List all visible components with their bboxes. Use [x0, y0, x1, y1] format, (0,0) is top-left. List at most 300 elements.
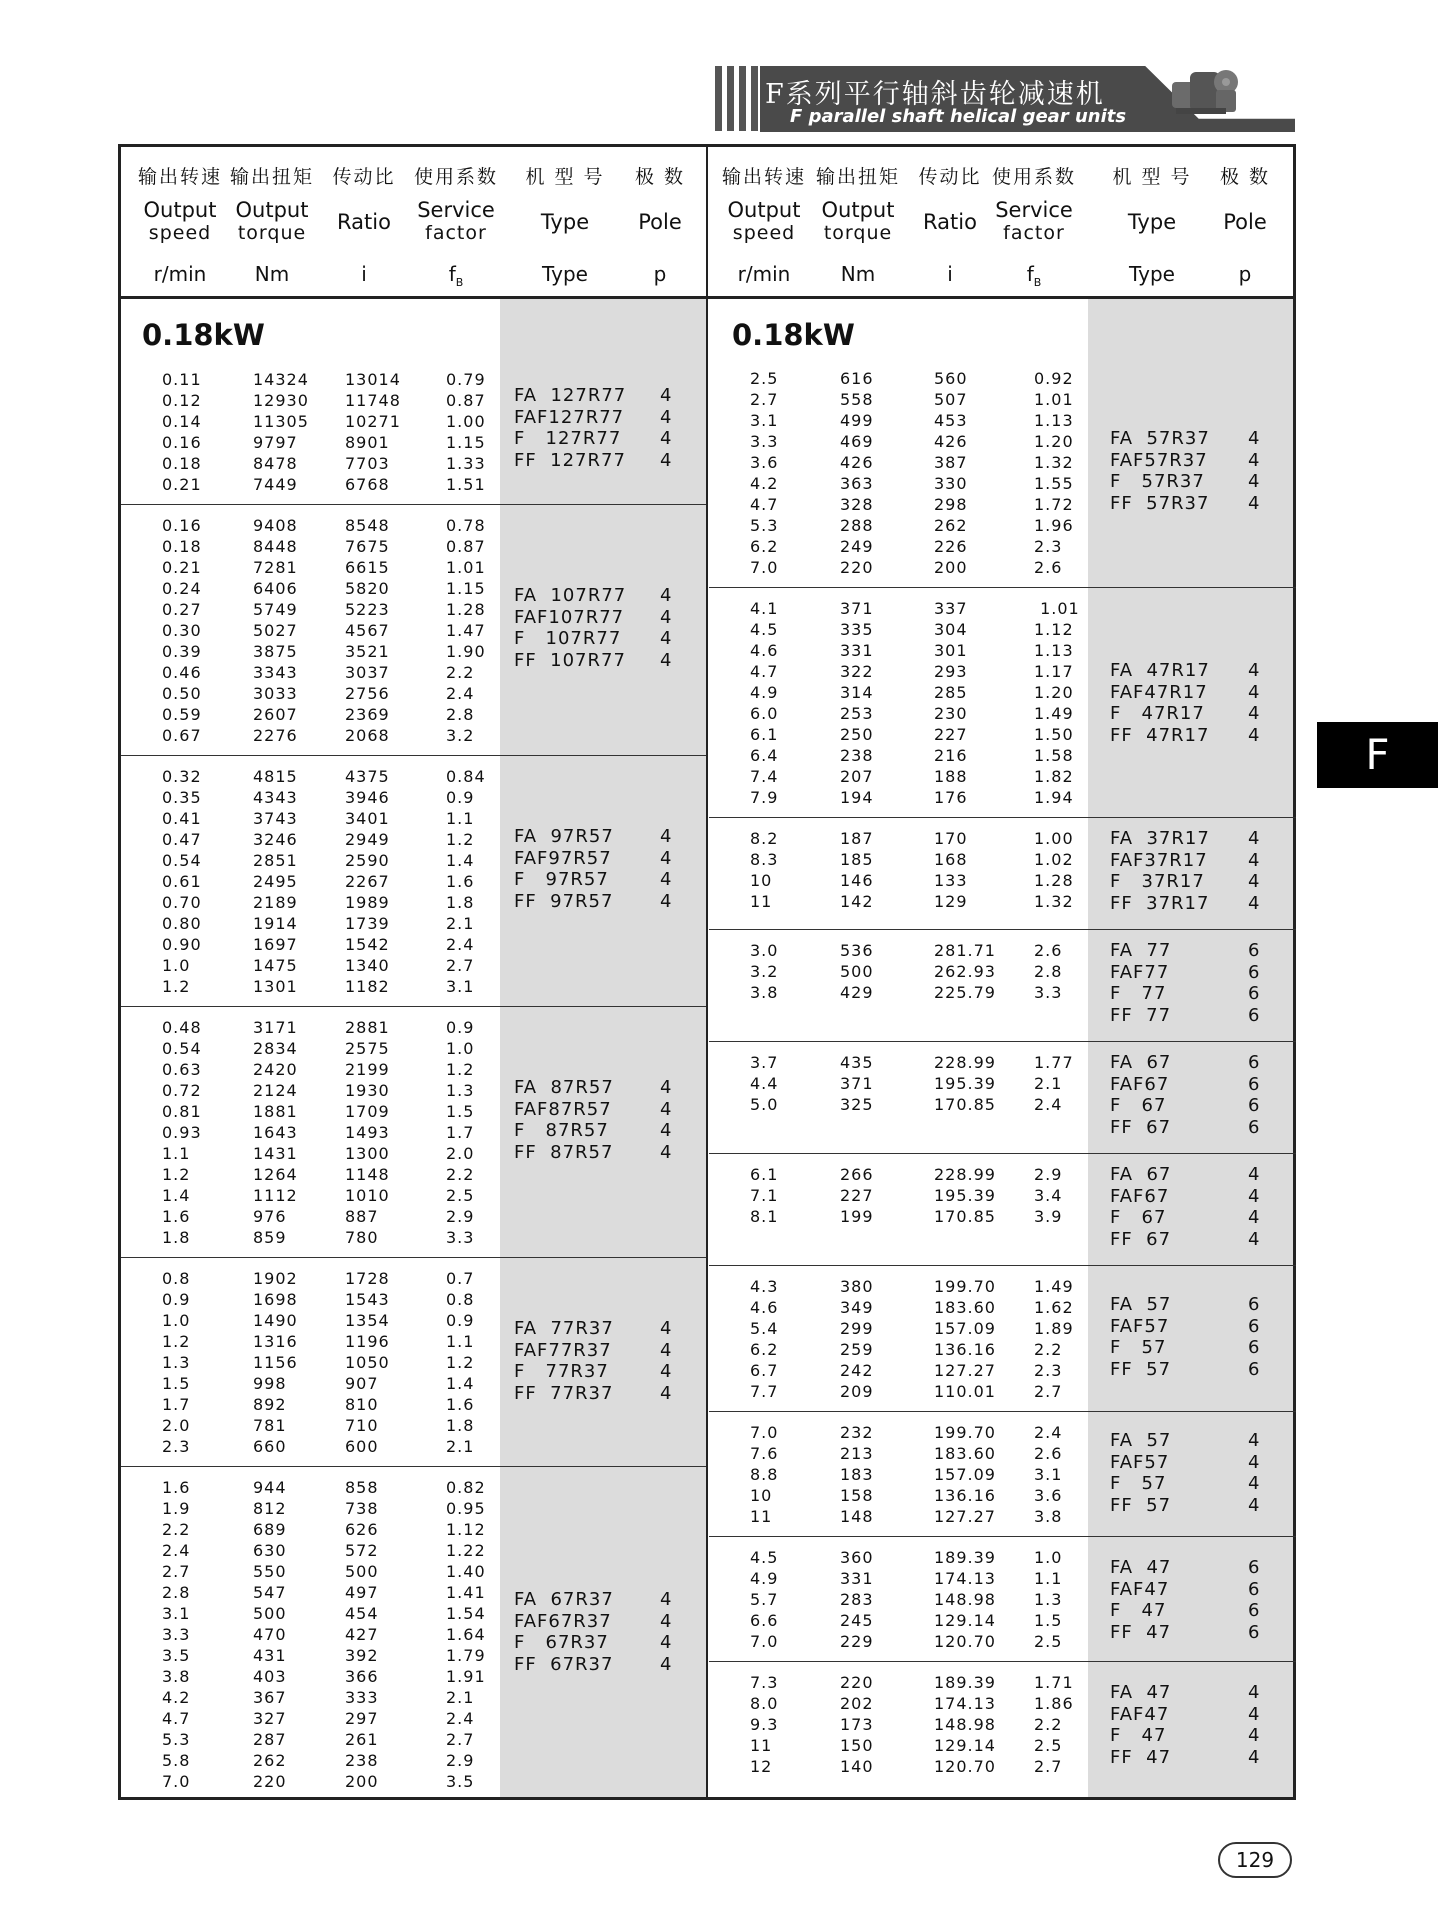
table-cell: 427: [345, 1625, 379, 1644]
model-type: FA 67R37: [514, 1589, 614, 1610]
table-cell: 0.9: [162, 1290, 191, 1309]
table-cell: 200: [934, 558, 968, 577]
model-type: FF 97R57: [514, 890, 614, 912]
pole-count: 4: [1248, 1473, 1261, 1494]
header-cn: 极 数: [1219, 166, 1271, 188]
table-cell: 0.24: [162, 579, 202, 598]
table-cell: 0.39: [162, 642, 202, 661]
table-cell: 1.5: [1034, 1611, 1063, 1630]
table-cell: 0.72: [162, 1081, 202, 1100]
model-type: FA 47R17: [1110, 660, 1210, 681]
table-cell: 5.7: [750, 1590, 779, 1609]
table-cell: 2.6: [1034, 941, 1063, 960]
table-cell: 1.02: [1034, 850, 1074, 869]
table-cell: 1.4: [446, 851, 475, 870]
section-tab: F: [1317, 722, 1438, 788]
row-group-separator: [709, 1153, 1296, 1154]
table-cell: 371: [840, 1074, 874, 1093]
table-cell: 3.3: [1034, 983, 1063, 1002]
table-cell: 220: [840, 1673, 874, 1692]
table-cell: 429: [840, 983, 874, 1002]
table-cell: 1.50: [1034, 725, 1074, 744]
model-type: F 87R57: [514, 1120, 609, 1141]
table-cell: 367: [253, 1688, 287, 1707]
table-cell: 183: [840, 1465, 874, 1484]
table-cell: 4567: [345, 621, 390, 640]
table-cell: 1.20: [1034, 683, 1074, 702]
table-cell: 2.2: [162, 1520, 191, 1539]
model-type: FAF77R37: [514, 1339, 612, 1361]
table-cell: 2.3: [1034, 1361, 1063, 1380]
table-cell: 0.63: [162, 1060, 202, 1079]
table-cell: 298: [934, 495, 968, 514]
table-cell: 266: [840, 1165, 874, 1184]
table-cell: 1.89: [1034, 1319, 1074, 1338]
table-cell: 5820: [345, 579, 390, 598]
table-cell: 0.30: [162, 621, 202, 640]
table-cell: 0.18: [162, 537, 202, 556]
table-cell: 1156: [253, 1353, 298, 1372]
table-cell: 1.15: [446, 579, 486, 598]
table-cell: 1010: [345, 1186, 390, 1205]
table-cell: 1.77: [1034, 1053, 1074, 1072]
table-cell: 435: [840, 1053, 874, 1072]
model-type: FAF67R37: [514, 1610, 612, 1632]
table-cell: 0.8: [162, 1269, 191, 1288]
table-cell: 1.13: [1034, 411, 1074, 430]
table-cell: 4.6: [750, 1298, 779, 1317]
model-type: FAF57: [1110, 1315, 1170, 1337]
pole-count: 4: [1248, 1430, 1261, 1451]
pole-count: 4: [1248, 1725, 1261, 1746]
table-cell: 11: [750, 892, 773, 911]
table-cell: 1.94: [1034, 788, 1074, 807]
table-cell: 1.00: [446, 412, 486, 431]
table-cell: 1698: [253, 1290, 298, 1309]
table-cell: 626: [345, 1520, 379, 1539]
table-cell: 2607: [253, 705, 298, 724]
table-cell: 572: [345, 1541, 379, 1560]
table-cell: 1.4: [162, 1186, 191, 1205]
table-cell: 183.60: [934, 1298, 996, 1317]
table-cell: 3.5: [446, 1772, 475, 1791]
model-type: FAF67: [1110, 1185, 1170, 1207]
model-type: FA 37R17: [1110, 828, 1210, 849]
model-type: FF 57: [1110, 1494, 1172, 1516]
pole-count: 6: [1248, 1358, 1261, 1380]
table-cell: 1.28: [1034, 871, 1074, 890]
header-unit: Nm: [840, 262, 876, 286]
row-group-separator: [121, 1466, 706, 1467]
row-group-separator: [709, 1411, 1296, 1412]
table-cell: 380: [840, 1277, 874, 1296]
row-group-separator: [709, 1536, 1296, 1537]
pole-count: 4: [1248, 724, 1261, 746]
table-cell: 366: [345, 1667, 379, 1686]
table-cell: 1.0: [162, 1311, 191, 1330]
model-type: FF 47: [1110, 1746, 1172, 1768]
model-type: F 107R77: [514, 628, 622, 649]
row-group-separator: [709, 929, 1296, 930]
table-cell: 283: [840, 1590, 874, 1609]
model-type: FAF77: [1110, 961, 1170, 983]
table-cell: 8901: [345, 433, 390, 452]
fb-subscript: B: [455, 276, 464, 289]
table-cell: 0.82: [446, 1478, 486, 1497]
table-cell: 170.85: [934, 1207, 996, 1226]
table-cell: 2881: [345, 1018, 390, 1037]
table-cell: 3.9: [1034, 1207, 1063, 1226]
table-cell: 1.4: [446, 1374, 475, 1393]
table-cell: 12930: [253, 391, 309, 410]
table-cell: 11305: [253, 412, 309, 431]
table-cell: 6.0: [750, 704, 779, 723]
model-type: F 37R17: [1110, 871, 1205, 892]
table-cell: 3875: [253, 642, 298, 661]
table-cell: 0.92: [1034, 369, 1074, 388]
table-cell: 1.20: [1034, 432, 1074, 451]
header-cn: 输出转速: [721, 166, 806, 188]
model-type: FAF47R17: [1110, 681, 1208, 703]
header-en: Ratio: [337, 210, 391, 234]
table-cell: 1.49: [1034, 1277, 1074, 1296]
table-cell: 2.4: [446, 684, 475, 703]
header-cn: 传动比: [332, 166, 396, 188]
table-cell: 1.0: [446, 1039, 475, 1058]
table-cell: 3.0: [750, 941, 779, 960]
pole-count: 4: [660, 890, 673, 912]
table-cell: 2.5: [1034, 1632, 1063, 1651]
table-cell: 245: [840, 1611, 874, 1630]
table-cell: 1.47: [446, 621, 486, 640]
header-en-sub: factor: [425, 222, 487, 244]
table-cell: 3.1: [162, 1604, 191, 1623]
model-type: FAF127R77: [514, 406, 625, 428]
model-type: F 57R37: [1110, 471, 1205, 492]
model-type: F 57: [1110, 1473, 1167, 1494]
fb-subscript: B: [1033, 276, 1042, 289]
model-type: FA 57R37: [1110, 428, 1210, 449]
table-cell: 360: [840, 1548, 874, 1567]
table-cell: 6.1: [750, 1165, 779, 1184]
model-type: FAF37R17: [1110, 849, 1208, 871]
model-type: F 47R17: [1110, 703, 1205, 724]
table-cell: 3401: [345, 809, 390, 828]
pole-count: 4: [660, 1361, 673, 1382]
table-cell: 0.67: [162, 726, 202, 745]
model-type: FAF87R57: [514, 1098, 612, 1120]
table-cell: 8.1: [750, 1207, 779, 1226]
row-group-separator: [121, 1006, 706, 1007]
table-cell: 3946: [345, 788, 390, 807]
pole-count: 4: [1248, 1207, 1261, 1228]
pole-count: 4: [660, 1120, 673, 1141]
header-en: Service: [995, 198, 1073, 222]
table-cell: 0.46: [162, 663, 202, 682]
table-cell: 199: [840, 1207, 874, 1226]
table-cell: 7675: [345, 537, 390, 556]
header-cn: 输出扭矩: [229, 166, 314, 188]
table-cell: 0.59: [162, 705, 202, 724]
table-cell: 2199: [345, 1060, 390, 1079]
table-cell: 183.60: [934, 1444, 996, 1463]
table-cell: 0.50: [162, 684, 202, 703]
table-cell: 333: [345, 1688, 379, 1707]
table-cell: 4343: [253, 788, 298, 807]
table-cell: 0.90: [162, 935, 202, 954]
table-cell: 8448: [253, 537, 298, 556]
table-cell: 232: [840, 1423, 874, 1442]
table-cell: 1.79: [446, 1646, 486, 1665]
table-cell: 2.0: [162, 1416, 191, 1435]
table-cell: 238: [345, 1751, 379, 1770]
table-cell: 6.6: [750, 1611, 779, 1630]
pole-count: 6: [1248, 940, 1261, 961]
table-cell: 1490: [253, 1311, 298, 1330]
row-group-separator: [121, 1257, 706, 1258]
table-cell: 8.3: [750, 850, 779, 869]
model-type: F 67R37: [514, 1632, 609, 1653]
table-cell: 2124: [253, 1081, 298, 1100]
header-en-sub: torque: [237, 222, 307, 244]
table-cell: 202: [840, 1694, 874, 1713]
pole-count: 4: [660, 606, 673, 628]
table-cell: 0.61: [162, 872, 202, 891]
model-type: FF 67R37: [514, 1653, 614, 1675]
table-cell: 2.7: [162, 1562, 191, 1581]
table-cell: 507: [934, 390, 968, 409]
table-cell: 858: [345, 1478, 379, 1497]
table-cell: 998: [253, 1374, 287, 1393]
table-cell: 550: [253, 1562, 287, 1581]
table-cell: 4.7: [750, 495, 779, 514]
pole-count: 4: [1248, 1494, 1261, 1516]
table-cell: 287: [253, 1730, 287, 1749]
header-en: Output: [143, 198, 217, 222]
table-cell: 1.62: [1034, 1298, 1074, 1317]
table-cell: 1.40: [446, 1562, 486, 1581]
table-cell: 173: [840, 1715, 874, 1734]
pole-count: 6: [1248, 1116, 1261, 1138]
table-cell: 0.70: [162, 893, 202, 912]
table-cell: 1.2: [162, 1332, 191, 1351]
table-cell: 1.5: [446, 1102, 475, 1121]
table-cell: 120.70: [934, 1632, 996, 1651]
table-cell: 3743: [253, 809, 298, 828]
model-type: F 77: [1110, 983, 1167, 1004]
table-cell: 7.6: [750, 1444, 779, 1463]
pole-count: 4: [1248, 1228, 1261, 1250]
header-unit: i: [947, 262, 953, 286]
table-cell: 6.2: [750, 537, 779, 556]
table-cell: 327: [253, 1709, 287, 1728]
table-cell: 6.1: [750, 725, 779, 744]
table-cell: 1.6: [162, 1478, 191, 1497]
table-cell: 497: [345, 1583, 379, 1602]
table-cell: 1.32: [1034, 892, 1074, 911]
table-cell: 253: [840, 704, 874, 723]
table-cell: 1.91: [446, 1667, 486, 1686]
table-cell: 5.0: [750, 1095, 779, 1114]
pole-count: 4: [1248, 703, 1261, 724]
table-cell: 174.13: [934, 1694, 996, 1713]
table-cell: 1543: [345, 1290, 390, 1309]
table-cell: 4.2: [162, 1688, 191, 1707]
table-cell: 7.0: [162, 1772, 191, 1791]
model-type: FA 57: [1110, 1294, 1172, 1315]
header-unit: Nm: [254, 262, 290, 286]
table-cell: 199.70: [934, 1277, 996, 1296]
gear-unit-icon: [1168, 60, 1242, 122]
table-cell: 3.2: [750, 962, 779, 981]
table-cell: 5223: [345, 600, 390, 619]
table-cell: 129.14: [934, 1736, 996, 1755]
table-cell: 1.1: [446, 1332, 475, 1351]
table-cell: 371: [840, 599, 874, 618]
header-unit: Type: [1129, 262, 1175, 286]
header-en: Output: [235, 198, 309, 222]
table-cell: 6.4: [750, 746, 779, 765]
header-en: Pole: [1223, 210, 1267, 234]
header-unit: Type: [542, 262, 588, 286]
header-en: Output: [727, 198, 801, 222]
table-cell: 2.4: [446, 935, 475, 954]
table-cell: 238: [840, 746, 874, 765]
table-cell: 4.9: [750, 1569, 779, 1588]
table-cell: 7.3: [750, 1673, 779, 1692]
table-cell: 0.81: [162, 1102, 202, 1121]
model-type: FF 67: [1110, 1228, 1172, 1250]
table-cell: 4.5: [750, 620, 779, 639]
header-en-sub: speed: [148, 222, 212, 244]
table-cell: 907: [345, 1374, 379, 1393]
model-type: FA 127R77: [514, 385, 627, 406]
table-cell: 213: [840, 1444, 874, 1463]
table-cell: 10: [750, 1486, 773, 1505]
table-cell: 1301: [253, 977, 298, 996]
table-cell: 1050: [345, 1353, 390, 1372]
table-cell: 322: [840, 662, 874, 681]
table-cell: 560: [934, 369, 968, 388]
table-cell: 13014: [345, 370, 401, 389]
table-cell: 301: [934, 641, 968, 660]
table-cell: 0.47: [162, 830, 202, 849]
table-cell: 1728: [345, 1269, 390, 1288]
table-cell: 738: [345, 1499, 379, 1518]
table-cell: 2.4: [162, 1541, 191, 1560]
pole-count: 4: [660, 585, 673, 606]
header-unit: p: [653, 262, 667, 286]
table-cell: 7.4: [750, 767, 779, 786]
table-cell: 2.4: [1034, 1423, 1063, 1442]
table-cell: 689: [253, 1520, 287, 1539]
table-cell: 3.1: [446, 977, 475, 996]
table-cell: 2.3: [1034, 537, 1063, 556]
table-cell: 3343: [253, 663, 298, 682]
table-cell: 110.01: [934, 1382, 996, 1401]
pole-count: 4: [1248, 1746, 1261, 1768]
pole-count: 4: [1248, 871, 1261, 892]
table-cell: 392: [345, 1646, 379, 1665]
pole-count: 4: [1248, 449, 1261, 471]
table-cell: 2.5: [750, 369, 779, 388]
header-cn: 机 型 号: [1112, 166, 1192, 188]
model-type: FAF57: [1110, 1451, 1170, 1473]
table-cell: 0.21: [162, 558, 202, 577]
table-cell: 226: [934, 537, 968, 556]
model-type: F 47: [1110, 1600, 1167, 1621]
table-cell: 150: [840, 1736, 874, 1755]
table-cell: 227: [934, 725, 968, 744]
table-cell: 3033: [253, 684, 298, 703]
row-group-separator: [709, 1041, 1296, 1042]
table-cell: 1.58: [1034, 746, 1074, 765]
table-cell: 2590: [345, 851, 390, 870]
model-type: FF 77: [1110, 1004, 1172, 1026]
table-cell: 189.39: [934, 1673, 996, 1692]
pole-count: 4: [1248, 828, 1261, 849]
table-cell: 1.72: [1034, 495, 1074, 514]
model-type: F 97R57: [514, 869, 609, 890]
banner-title: F系列平行轴斜齿轮减速机: [765, 79, 1105, 110]
table-cell: 0.54: [162, 851, 202, 870]
header-unit: r/min: [737, 262, 791, 286]
pole-count: 4: [660, 1339, 673, 1361]
table-cell: 157.09: [934, 1319, 996, 1338]
table-cell: 426: [934, 432, 968, 451]
table-cell: 3246: [253, 830, 298, 849]
table-cell: 2495: [253, 872, 298, 891]
table-cell: 250: [840, 725, 874, 744]
pole-count: 6: [1248, 1621, 1261, 1643]
table-cell: 127.27: [934, 1507, 996, 1526]
model-type: F 67: [1110, 1207, 1167, 1228]
pole-count: 4: [660, 406, 673, 428]
pole-count: 6: [1248, 1578, 1261, 1600]
table-cell: 3.4: [1034, 1186, 1063, 1205]
header-en: Ratio: [923, 210, 977, 234]
table-cell: 536: [840, 941, 874, 960]
table-cell: 261: [345, 1730, 379, 1749]
pole-count: 6: [1248, 983, 1261, 1004]
table-cell: 11: [750, 1736, 773, 1755]
table-cell: 0.16: [162, 516, 202, 535]
table-cell: 188: [934, 767, 968, 786]
model-type: FF 57R37: [1110, 492, 1210, 514]
model-type: FF 57: [1110, 1358, 1172, 1380]
pole-count: 4: [1248, 892, 1261, 914]
model-type: FA 67: [1110, 1164, 1172, 1185]
table-cell: 2.0: [446, 1144, 475, 1163]
table-cell: 148.98: [934, 1590, 996, 1609]
row-group-separator: [709, 587, 1296, 588]
model-type: F 67: [1110, 1095, 1167, 1116]
table-cell: 0.32: [162, 767, 202, 786]
table-cell: 1340: [345, 956, 390, 975]
table-cell: 7449: [253, 475, 298, 494]
header-cn: 输出转速: [137, 166, 222, 188]
table-cell: 331: [840, 1569, 874, 1588]
table-cell: 3.6: [1034, 1486, 1063, 1505]
pole-count: 4: [1248, 1682, 1261, 1703]
table-cell: 262: [253, 1751, 287, 1770]
table-cell: 2.7: [750, 390, 779, 409]
table-cell: 129: [934, 892, 968, 911]
table-cell: 1493: [345, 1123, 390, 1142]
pole-count: 4: [1248, 492, 1261, 514]
table-cell: 1.5: [162, 1374, 191, 1393]
table-cell: 11748: [345, 391, 401, 410]
